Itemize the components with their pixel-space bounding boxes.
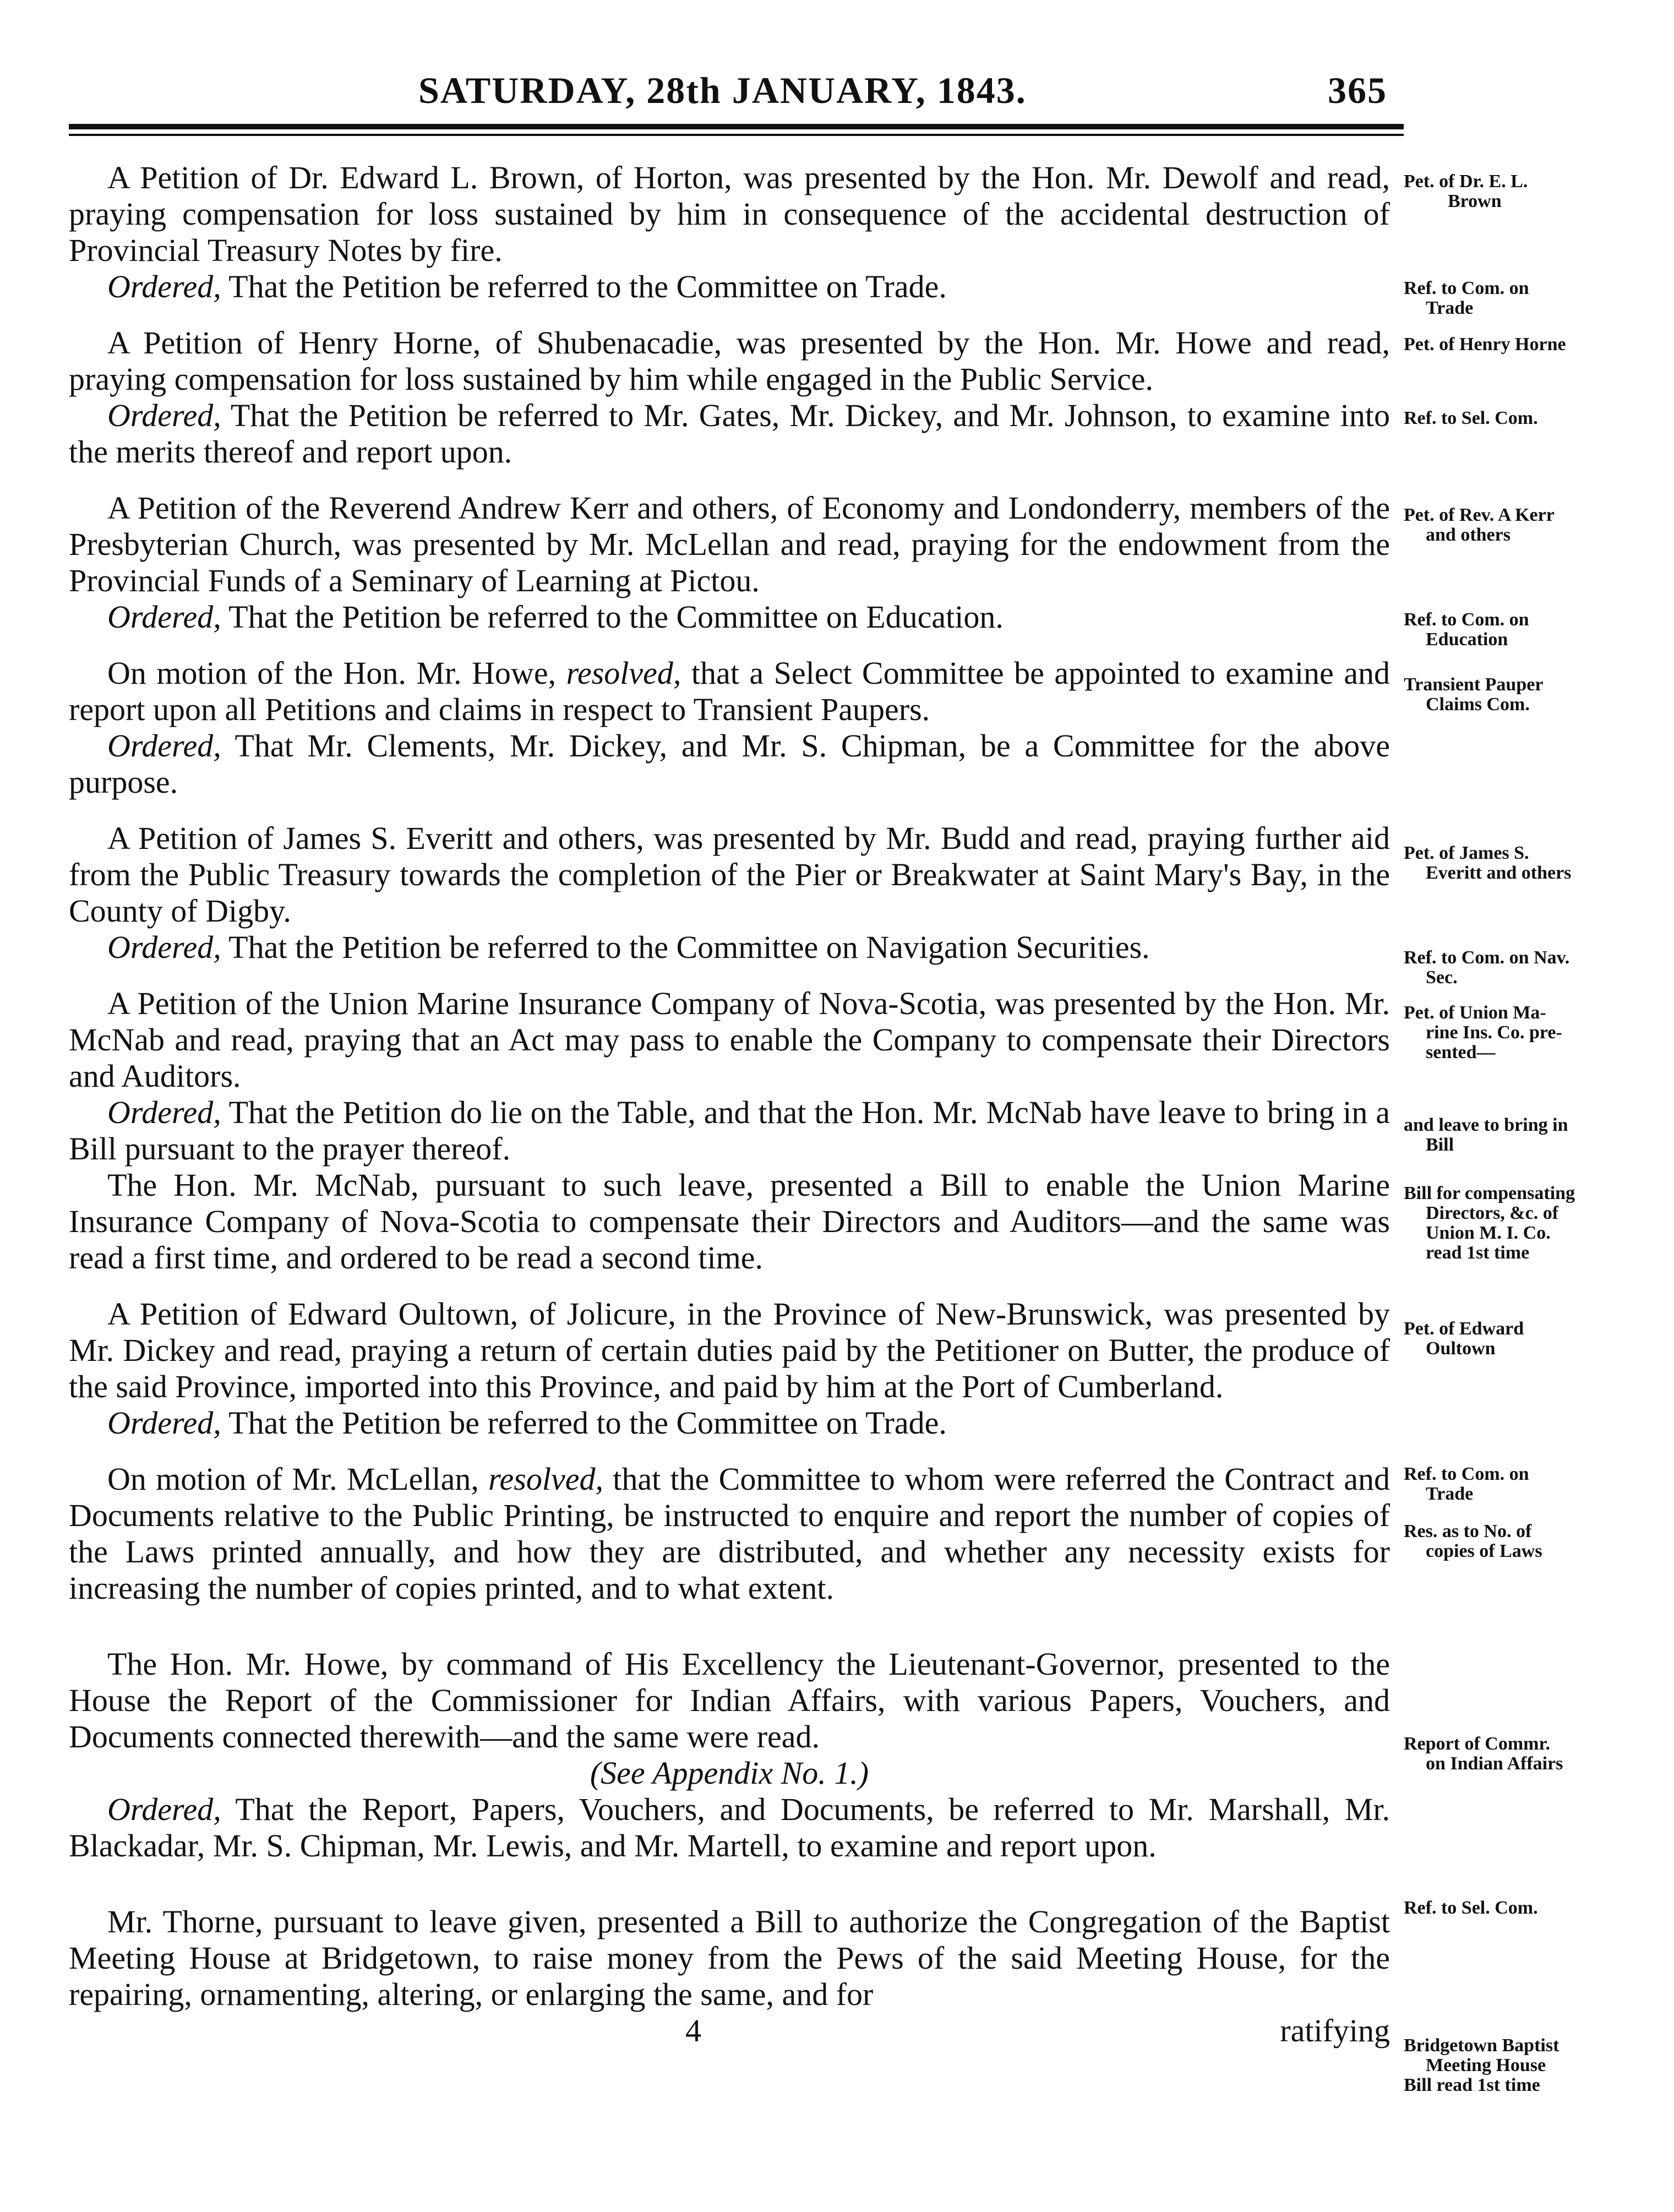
margin-note-leave-bill: and leave to bring in Bill: [1404, 1115, 1568, 1155]
paragraph-petition-horne: A Petition of Henry Horne, of Shubenacadie, was presented by the Hon. Mr. Howe and read, praying compensation for loss sustained by him while engaged in the Public Service.: [69, 325, 1390, 397]
paragraph-petition-kerr: A Petition of the Reverend Andrew Kerr and others, of Economy and Londonderry, members of the Presbyterian Church, was presented by Mr. McLellan and read, praying for the endowment from the Provincial Funds of a Seminary of Learning at Pictou.: [69, 490, 1390, 598]
paragraph-petition-brown: A Petition of Dr. Edward L. Brown, of Horton, was presented by the Hon. Mr. Dewolf and read, praying compensation for loss sustained by him in consequence of the accidental destruction of Provincial Treasury Notes by fire.: [69, 160, 1390, 268]
header-rule-thick: [69, 124, 1404, 129]
paragraph-motion-paupers: On motion of the Hon. Mr. Howe, resolved, that a Select Committee be appointed to examine and report upon all Petitions and claims in respect to Transient Paupers.: [69, 655, 1390, 727]
page-number: 365: [1328, 69, 1387, 111]
margin-note-bill-union-marine: Bill for compensating Directors, &c. of Union M. I. Co. read 1st time: [1404, 1183, 1575, 1263]
paragraph-ordered-indian-affairs: Ordered, That the Report, Papers, Vouchers, and Documents, be referred to Mr. Marshall, Mr. Blackadar, Mr. S. Chipman, Mr. Lewis, and Mr. Martell, to examine and report upon.: [69, 1791, 1390, 1864]
paragraph-ordered-brown: Ordered, That the Petition be referred to the Committee on Trade.: [107, 269, 947, 304]
paragraph-petition-oultown: A Petition of Edward Oultown, of Jolicure, in the Province of New-Brunswick, was presented by Mr. Dickey and read, praying a return of certain duties paid by the Petitioner on Butter, the produce of the said Province, imported into this Province, and paid by him at the Port of Cumberland.: [69, 1296, 1390, 1404]
paragraph-ordered-horne: Ordered, That the Petition be referred to Mr. Gates, Mr. Dickey, and Mr. Johnson, to examine into the merits thereof and report upon.: [69, 397, 1390, 470]
main-text-column: [69, 160, 1390, 2049]
margin-note-ref-sel-com-2: Ref. to Sel. Com.: [1404, 1898, 1538, 1918]
margin-note-ref-trade-2: Ref. to Com. on Trade: [1404, 1464, 1529, 1504]
margin-note-pet-oultown: Pet. of Edward Oultown: [1404, 1319, 1524, 1359]
paragraph-bill-union-marine: The Hon. Mr. McNab, pursuant to such leave, presented a Bill to enable the Union Marine Insurance Company of Nova-Scotia to compensate their Directors and Auditors—and the same was read a first time, and ordered to be read a second time.: [69, 1167, 1390, 1276]
margin-note-pet-horne: Pet. of Henry Horne: [1404, 334, 1566, 355]
margin-note-pet-kerr: Pet. of Rev. A Kerr and others: [1404, 505, 1555, 545]
paragraph-bill-bridgetown: Mr. Thorne, pursuant to leave given, presented a Bill to authorize the Congregation of the Baptist Meeting House at Bridgetown, to raise money from the Pews of the said Meeting House, for the repairing, ornamenting, altering, or enlarging the same, and for: [69, 1904, 1390, 2012]
paragraph-ordered-paupers: Ordered, That Mr. Clements, Mr. Dickey, and Mr. S. Chipman, be a Committee for the above purpose.: [69, 728, 1390, 800]
signature-mark: 4: [685, 2013, 701, 2048]
header-rule-thin: [69, 134, 1404, 136]
margin-note-bridgetown-bill: Bridgetown Baptist Meeting House Bill read 1st time: [1404, 2035, 1560, 2095]
margin-note-res-laws: Res. as to No. of copies of Laws: [1404, 1521, 1542, 1561]
paragraph-motion-laws-copies: On motion of Mr. McLellan, resolved, that the Committee to whom were referred the Contract and Documents relative to the Public Printing, be instructed to enquire and report the number of copies of the Laws printed annually, and how they are distributed, and whether any necessity exists for increasing the number of copies printed, and to what extent.: [69, 1461, 1390, 1606]
page-footer: [69, 2013, 1390, 2049]
paragraph-report-indian-affairs: The Hon. Mr. Howe, by command of His Excellency the Lieutenant-Governor, presented to the House the Report of the Commissioner for Indian Affairs, with various Papers, Vouchers, and Documents connected therewith—and the same were read.: [69, 1646, 1390, 1755]
margin-note-pet-everitt: Pet. of James S. Everitt and others: [1404, 843, 1572, 883]
paragraph-ordered-oultown: Ordered, That the Petition be referred to the Committee on Trade.: [107, 1405, 947, 1441]
header-date-title: SATURDAY, 28th JANUARY, 1843.: [418, 69, 1027, 111]
paragraph-ordered-kerr: Ordered, That the Petition be referred to the Committee on Education.: [107, 599, 1004, 635]
margin-note-ref-sel-com-1: Ref. to Sel. Com.: [1404, 408, 1538, 428]
margin-note-transient-pauper: Transient Pauper Claims Com.: [1404, 674, 1544, 715]
margin-note-report-indian-affairs: Report of Commr. on Indian Affairs: [1404, 1734, 1563, 1774]
paragraph-ordered-everitt: Ordered, That the Petition be referred to the Committee on Navigation Securities.: [107, 929, 1150, 965]
running-header: [385, 63, 1404, 124]
margin-note-pet-union-marine: Pet. of Union Ma- rine Ins. Co. pre- sented—: [1404, 1003, 1562, 1063]
appendix-reference: (See Appendix No. 1.): [590, 1755, 869, 1791]
paragraph-petition-everitt: A Petition of James S. Everitt and others, was presented by Mr. Budd and read, praying further aid from the Public Treasury towards the completion of the Pier or Breakwater at Saint Mary's Bay, in the County of Digby.: [69, 820, 1390, 929]
margin-note-pet-brown: Pet. of Dr. E. L. Brown: [1404, 171, 1528, 211]
paragraph-ordered-union-marine: Ordered, That the Petition do lie on the Table, and that the Hon. Mr. McNab have leave to bring in a Bill pursuant to the prayer thereof.: [69, 1094, 1390, 1167]
catchword: ratifying: [1280, 2013, 1390, 2048]
margin-note-ref-nav-sec: Ref. to Com. on Nav. Sec.: [1404, 947, 1570, 988]
paragraph-petition-union-marine: A Petition of the Union Marine Insurance Company of Nova-Scotia, was presented by the Hon. Mr. McNab and read, praying that an Act may pass to enable the Company to compensate their Directors and Auditors.: [69, 985, 1390, 1094]
margin-note-ref-trade-1: Ref. to Com. on Trade: [1404, 278, 1529, 318]
margin-note-ref-education: Ref. to Com. on Education: [1404, 609, 1529, 650]
